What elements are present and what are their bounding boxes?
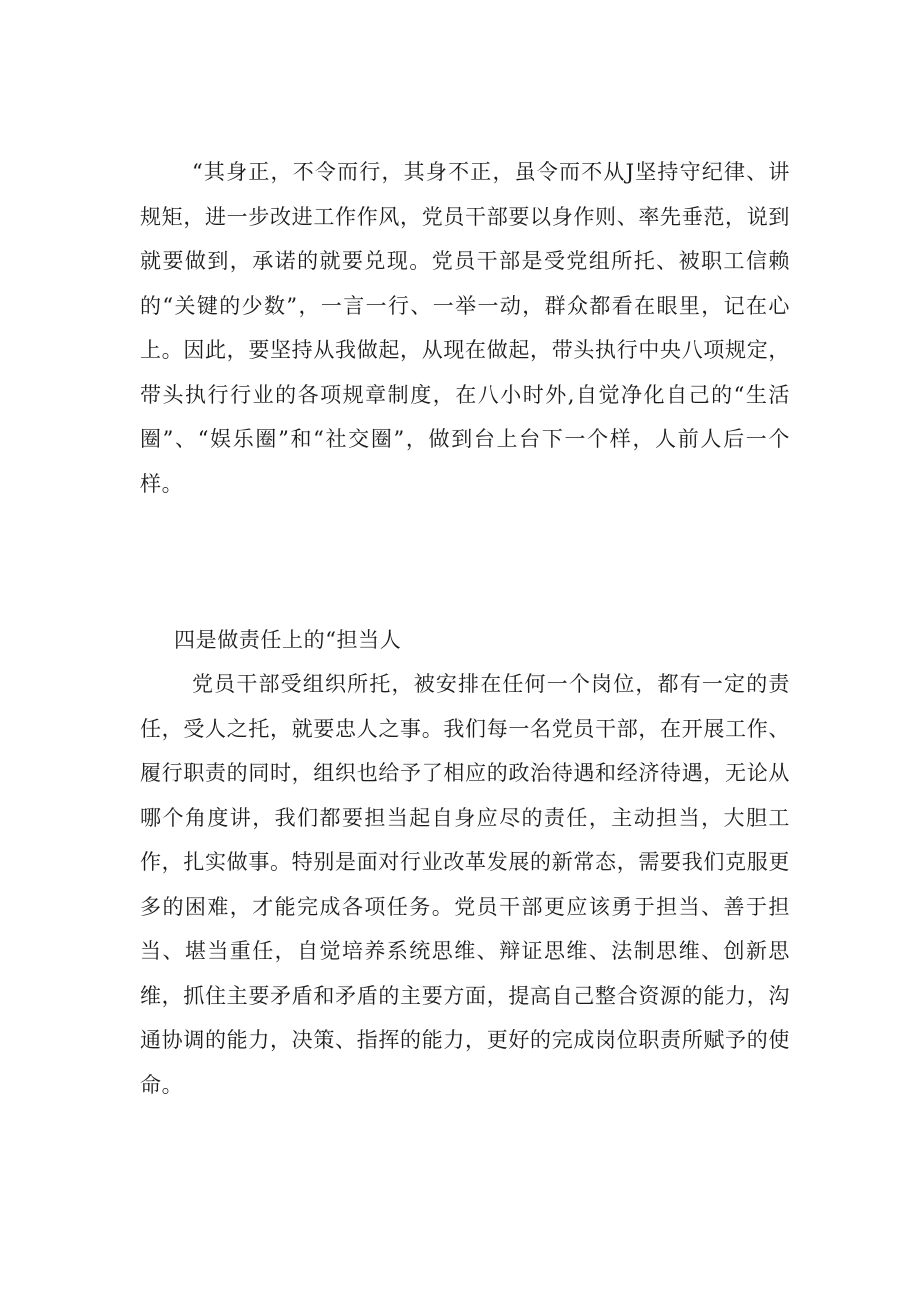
section-heading bbox=[140, 618, 790, 663]
section-heading-text: 四是做责任上的“担当人 bbox=[174, 628, 402, 652]
paragraph-responsibility: 党员干部受组织所托，被安排在任何一个岗位，都有一定的责任，受人之托，就要忠人之事。我们每一名党员干部，在开展工作、履行职责的同时，组织也给予了相应的政治待遇和经济待遇，无论从哪个角度讲，我们都要担当起自身应尽的责任，主动担当，大胆工作，扎实做事。特别是面对行业改革发展的新常态，需要我们克服更多的困难，才能完成各项任务。党员干部更应该勇于担当、善于担当、堪当重任，自觉培养系统思维、辩证思维、法制思维、创新思维，抓住主要矛盾和矛盾的主要方面，提高自己整合资源的能力，沟通协调的能力，决策、指挥的能力，更好的完成岗位职责所赋予的使命。 bbox=[140, 672, 790, 1097]
paragraph-discipline: “其身正，不令而行，其身不正，虽令而不从J坚持守纪律、讲规矩，进一步改进工作作风，党员干部要以身作则、率先垂范，说到就要做到，承诺的就要兑现。党员干部是受党组所托、被职工信赖的“关键的少数”，一言一行、一举一动，群众都看在眼里，记在心上。因此，要坚持从我做起，从现在做起，带头执行中央八项规定，带头执行行业的各项规章制度，在八小时外,自觉净化自己的“生活圈”、“娱乐圈”和“社交圈”，做到台上台下一个样，人前人后一个样。 bbox=[140, 160, 790, 496]
